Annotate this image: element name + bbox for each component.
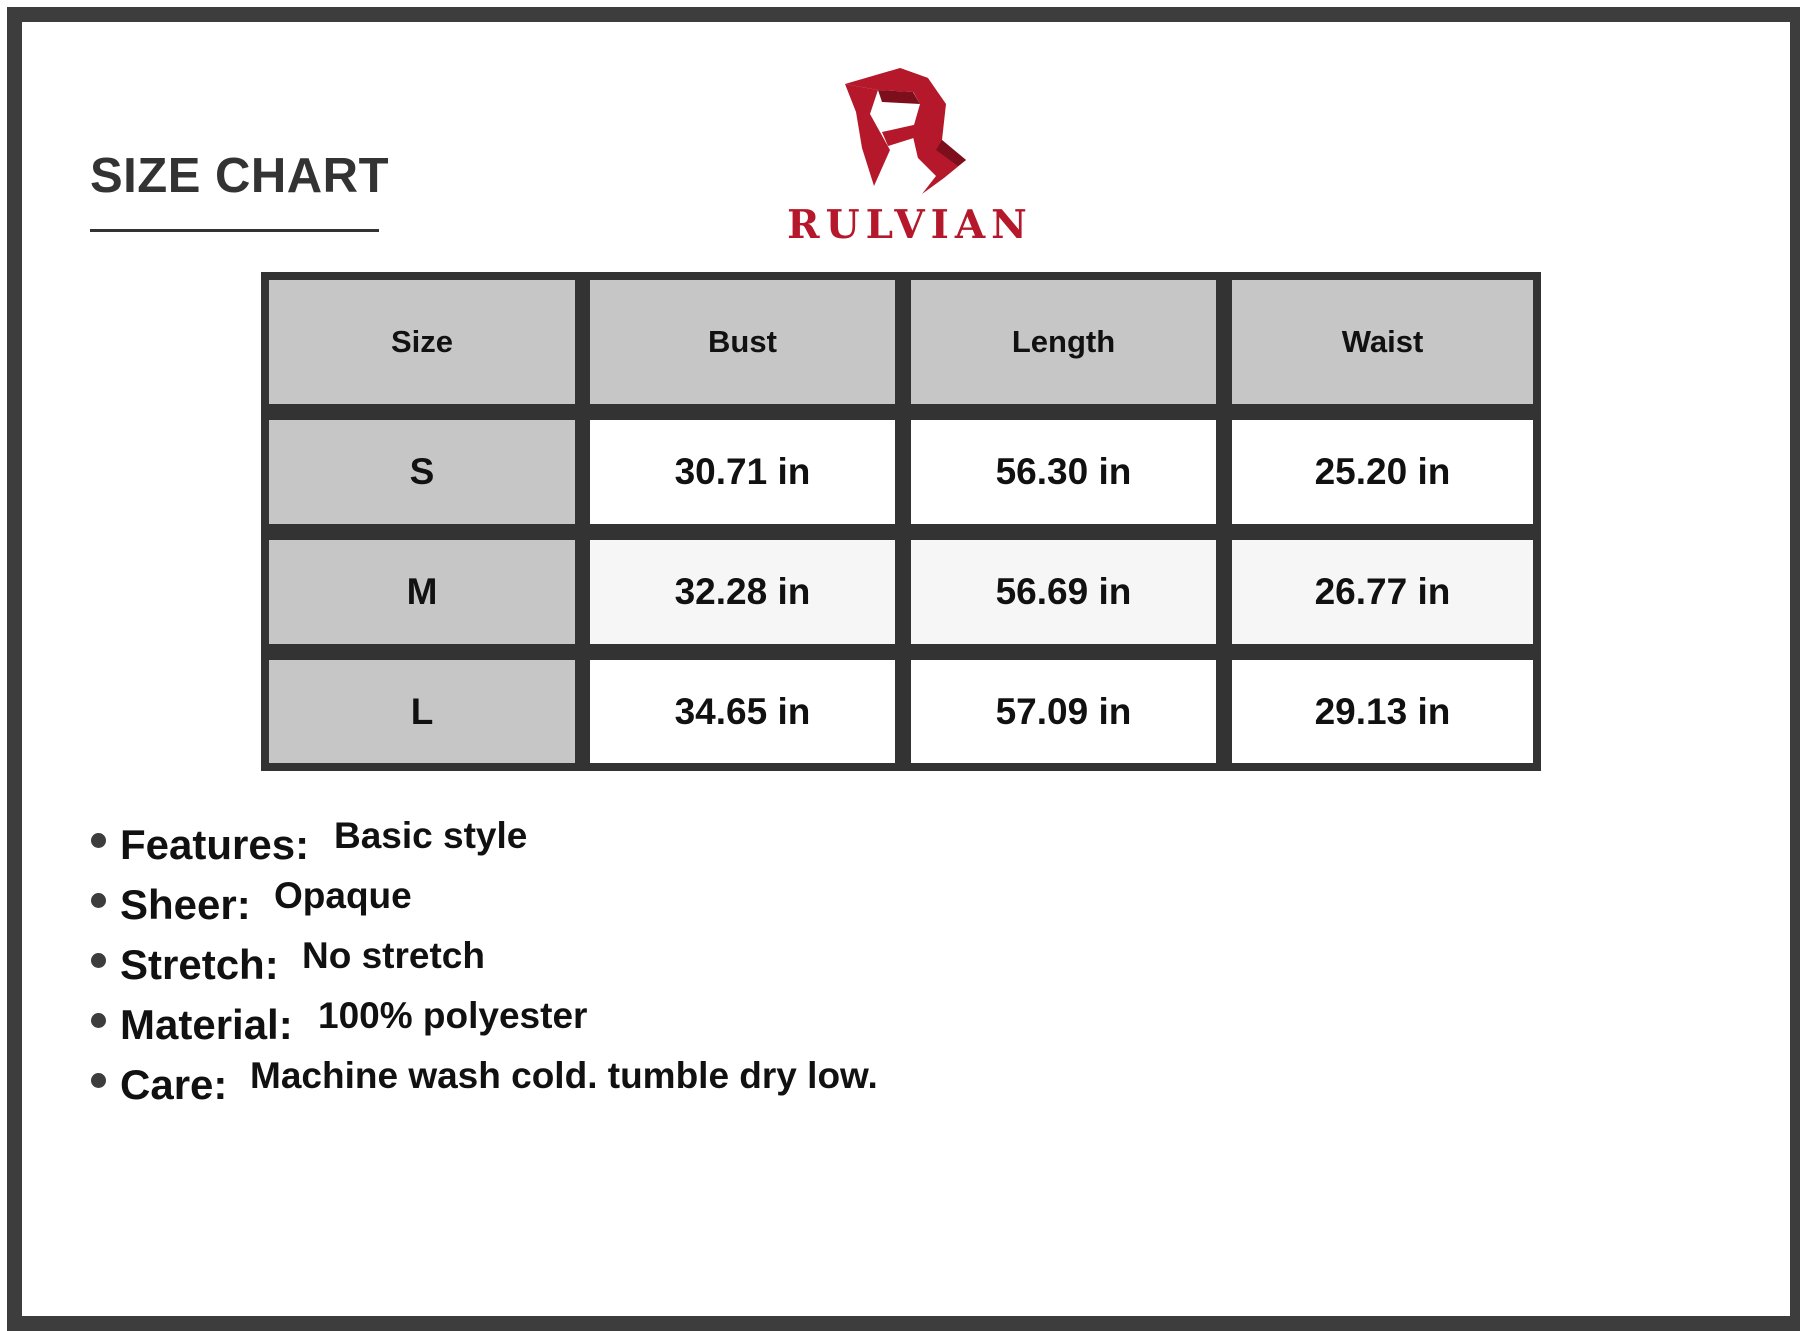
detail-label: Stretch: bbox=[120, 941, 279, 988]
bullet-dot-icon bbox=[91, 953, 106, 968]
detail-value: Basic style bbox=[334, 815, 528, 856]
bullet-dot-icon bbox=[91, 833, 106, 848]
header-length: Length bbox=[911, 280, 1216, 404]
table-cell-bust: 34.65 in bbox=[590, 660, 895, 763]
brand-logo bbox=[770, 62, 1050, 252]
brand-name: RULVIAN bbox=[787, 202, 1033, 248]
detail-value: Opaque bbox=[274, 875, 412, 916]
table-cell-size: M bbox=[269, 540, 575, 644]
table-cell-size: S bbox=[269, 420, 575, 524]
table-cell-length: 57.09 in bbox=[911, 660, 1216, 763]
table-cell-waist: 25.20 in bbox=[1232, 420, 1533, 524]
bullet-dot-icon bbox=[91, 1073, 106, 1088]
table-cell-length: 56.69 in bbox=[911, 540, 1216, 644]
detail-value: 100% polyester bbox=[318, 995, 588, 1036]
header-waist: Waist bbox=[1232, 280, 1533, 404]
table-cell-size: L bbox=[269, 660, 575, 763]
header-size: Size bbox=[269, 280, 575, 404]
detail-label: Features: bbox=[120, 821, 310, 868]
table-cell-waist: 26.77 in bbox=[1232, 540, 1533, 644]
detail-label: Sheer: bbox=[120, 881, 251, 928]
detail-label: Care: bbox=[120, 1061, 228, 1108]
title-underline bbox=[90, 229, 379, 232]
header-bust: Bust bbox=[590, 280, 895, 404]
bullet-dot-icon bbox=[91, 893, 106, 908]
detail-value: No stretch bbox=[302, 935, 485, 976]
size-table bbox=[261, 272, 1541, 771]
table-cell-length: 56.30 in bbox=[911, 420, 1216, 524]
bullet-dot-icon bbox=[91, 1013, 106, 1028]
page-title: SIZE CHART bbox=[90, 149, 389, 203]
detail-value: Machine wash cold. tumble dry low. bbox=[250, 1055, 878, 1096]
brand-r-mark-icon bbox=[770, 62, 1050, 202]
detail-label: Material: bbox=[120, 1001, 293, 1048]
table-cell-bust: 30.71 in bbox=[590, 420, 895, 524]
table-cell-waist: 29.13 in bbox=[1232, 660, 1533, 763]
table-cell-bust: 32.28 in bbox=[590, 540, 895, 644]
